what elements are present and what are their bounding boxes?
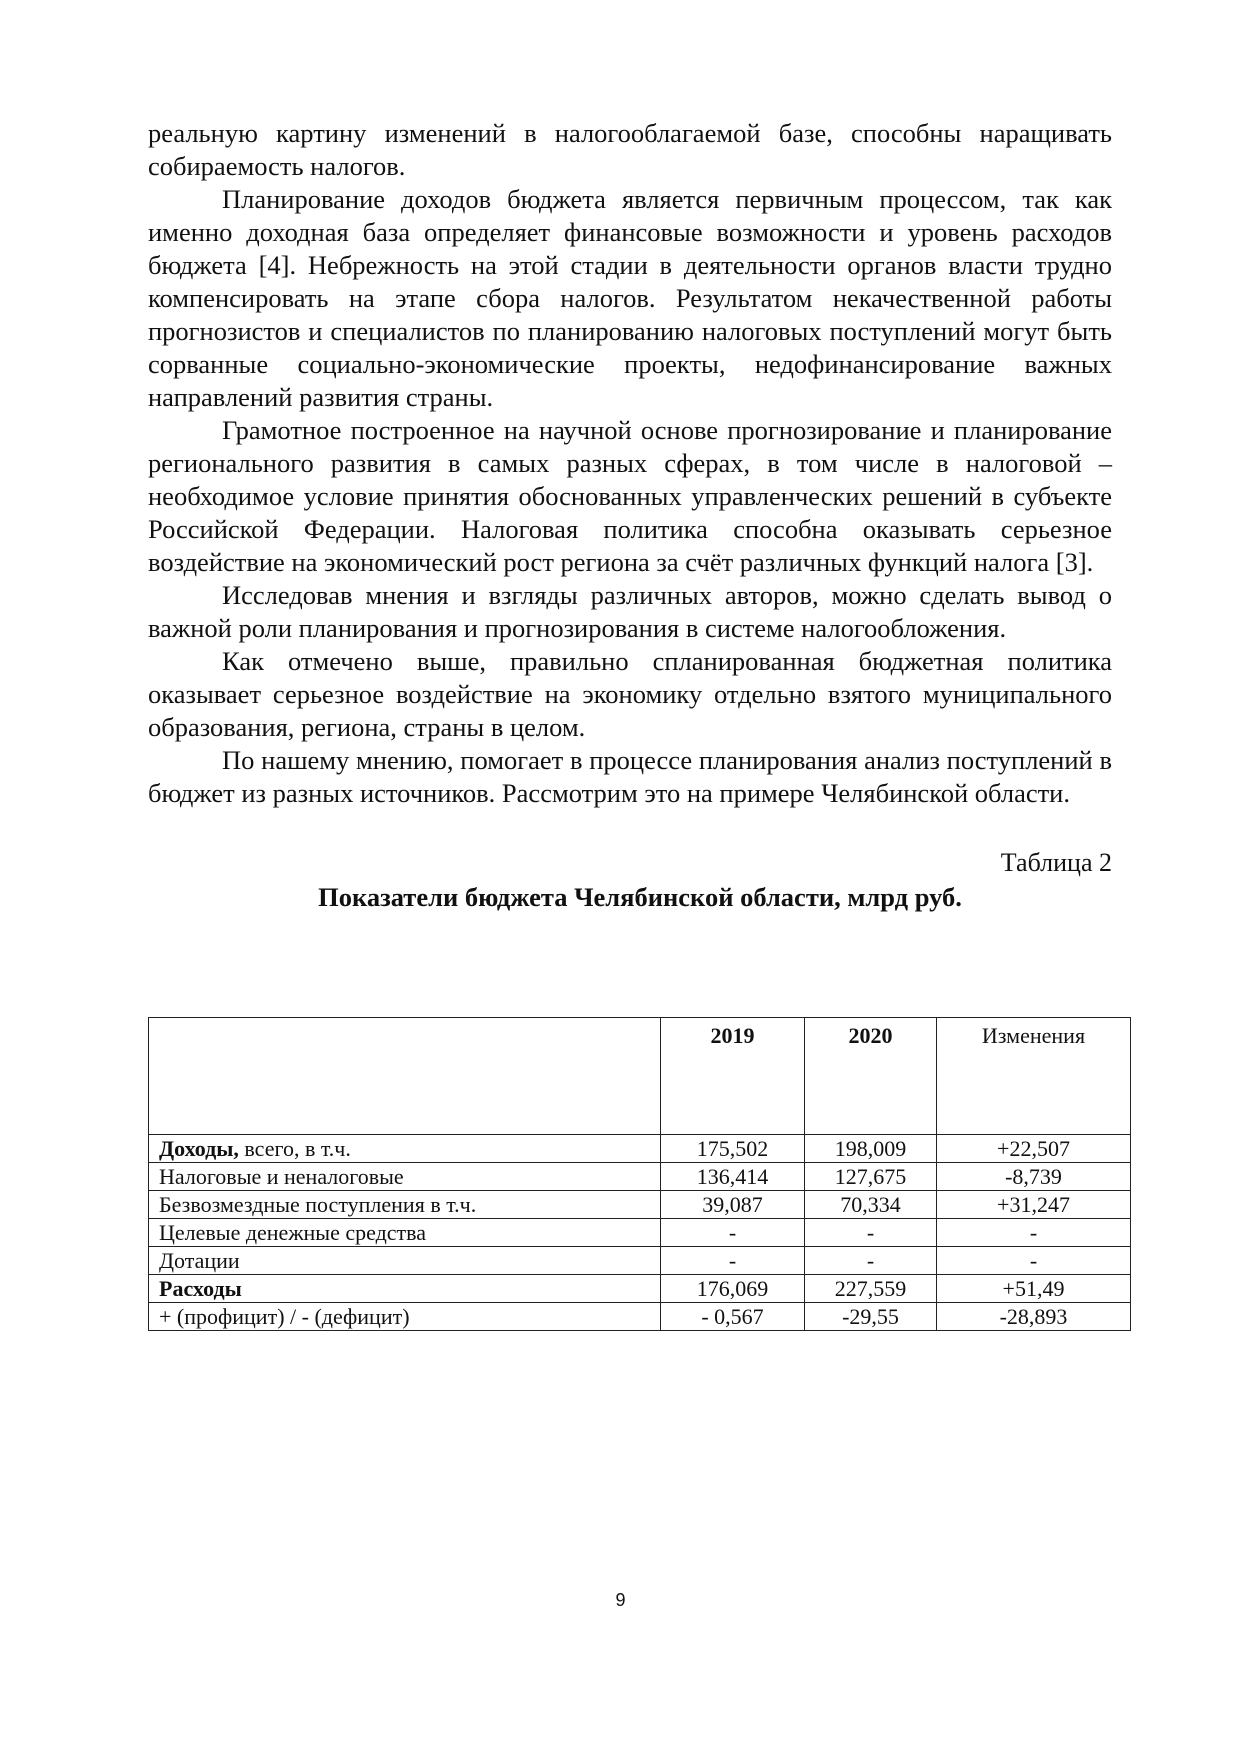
cell-change: +22,507: [937, 1135, 1131, 1163]
row-label-rest: всего, в т.ч.: [238, 1136, 351, 1161]
table-row: [149, 1247, 1131, 1275]
cell-2019: 175,502: [661, 1135, 805, 1163]
cell-2020: -: [805, 1247, 937, 1275]
cell-2019: 39,087: [661, 1191, 805, 1219]
table-row: [149, 1191, 1131, 1219]
budget-table: [148, 1017, 1131, 1331]
table-title: Показатели бюджета Челябинской области, млрд руб.: [318, 882, 962, 912]
cell-2020: -29,55: [805, 1303, 937, 1331]
row-label: [149, 1275, 661, 1303]
cell-2019: - 0,567: [661, 1303, 805, 1331]
cell-2020: 127,675: [805, 1163, 937, 1191]
row-label-rest: + (профицит) / - (дефицит): [159, 1304, 410, 1329]
cell-change: -8,739: [937, 1163, 1131, 1191]
paragraph-5: Как отмечено выше, правильно спланированная бюджетная политика оказывает серьезное воздействие на экономику отдельно взятого муниципального образования, региона, страны в целом.: [148, 646, 1112, 742]
row-label: [149, 1163, 661, 1191]
document-page: [148, 117, 1112, 914]
header-2019: 2019: [661, 1018, 805, 1135]
table-row: [149, 1303, 1131, 1331]
table-row: [149, 1275, 1131, 1303]
table-row: [149, 1163, 1131, 1191]
table-caption: Таблица 2: [1000, 848, 1112, 877]
row-label-rest: Безвозмездные поступления в т.ч.: [159, 1192, 477, 1217]
header-label-cell: [149, 1018, 661, 1135]
table-row: [149, 1135, 1131, 1163]
cell-change: +51,49: [937, 1275, 1131, 1303]
row-label: [149, 1247, 661, 1275]
row-label-rest: Дотации: [159, 1248, 240, 1273]
row-label: [149, 1303, 661, 1331]
cell-2020: 227,559: [805, 1275, 937, 1303]
cell-2019: 136,414: [661, 1163, 805, 1191]
row-label: [149, 1191, 661, 1219]
row-label-rest: Целевые денежные средства: [159, 1220, 427, 1245]
row-label: [149, 1219, 661, 1247]
cell-2020: 198,009: [805, 1135, 937, 1163]
row-label-bold: Расходы: [159, 1276, 242, 1301]
row-label-rest: Налоговые и неналоговые: [159, 1164, 404, 1189]
paragraph-1: реальную картину изменений в налогооблагаемой базе, способны наращивать собираемость налогов.: [148, 118, 1112, 181]
cell-2019: 176,069: [661, 1275, 805, 1303]
header-2020: 2020: [805, 1018, 937, 1135]
paragraph-4: Исследовав мнения и взгляды различных авторов, можно сделать вывод о важной роли планирования и прогнозирования в системе налогообложения.: [148, 580, 1112, 643]
paragraph-6: По нашему мнению, помогает в процессе планирования анализ поступлений в бюджет из разных источников. Рассмотрим это на примере Челябинской области.: [148, 745, 1112, 808]
cell-change: -: [937, 1219, 1131, 1247]
row-label-bold: Доходы,: [159, 1136, 239, 1161]
cell-change: -28,893: [937, 1303, 1131, 1331]
cell-2020: -: [805, 1219, 937, 1247]
paragraph-3: Грамотное построенное на научной основе прогнозирование и планирование регионального развития в самых разных сферах, в том числе в налоговой – необходимое условие принятия обоснованных управленческих решений в субъекте Российской Федерации. Налоговая политика способна оказывать серьезное воздействие на экономический рост региона за счёт различных функций налога [3].: [148, 415, 1112, 577]
row-label: [149, 1135, 661, 1163]
cell-2019: -: [661, 1247, 805, 1275]
table-row: [149, 1219, 1131, 1247]
table-header-row: [149, 1018, 1131, 1135]
cell-change: -: [937, 1247, 1131, 1275]
header-change: Изменения: [937, 1018, 1131, 1135]
paragraph-2: Планирование доходов бюджета является первичным процессом, так как именно доходная база определяет финансовые возможности и уровень расходов бюджета [4]. Небрежность на этой стадии в деятельности органов власти трудно компенсировать на этапе сбора налогов. Результатом некачественной работы прогнозистов и специалистов по планированию налоговых поступлений могут быть сорванные социально-экономические проекты, недофинансирование важных направлений развития страны.: [148, 184, 1112, 412]
page-number: 9: [615, 1590, 626, 1610]
cell-change: +31,247: [937, 1191, 1131, 1219]
cell-2020: 70,334: [805, 1191, 937, 1219]
cell-2019: -: [661, 1219, 805, 1247]
